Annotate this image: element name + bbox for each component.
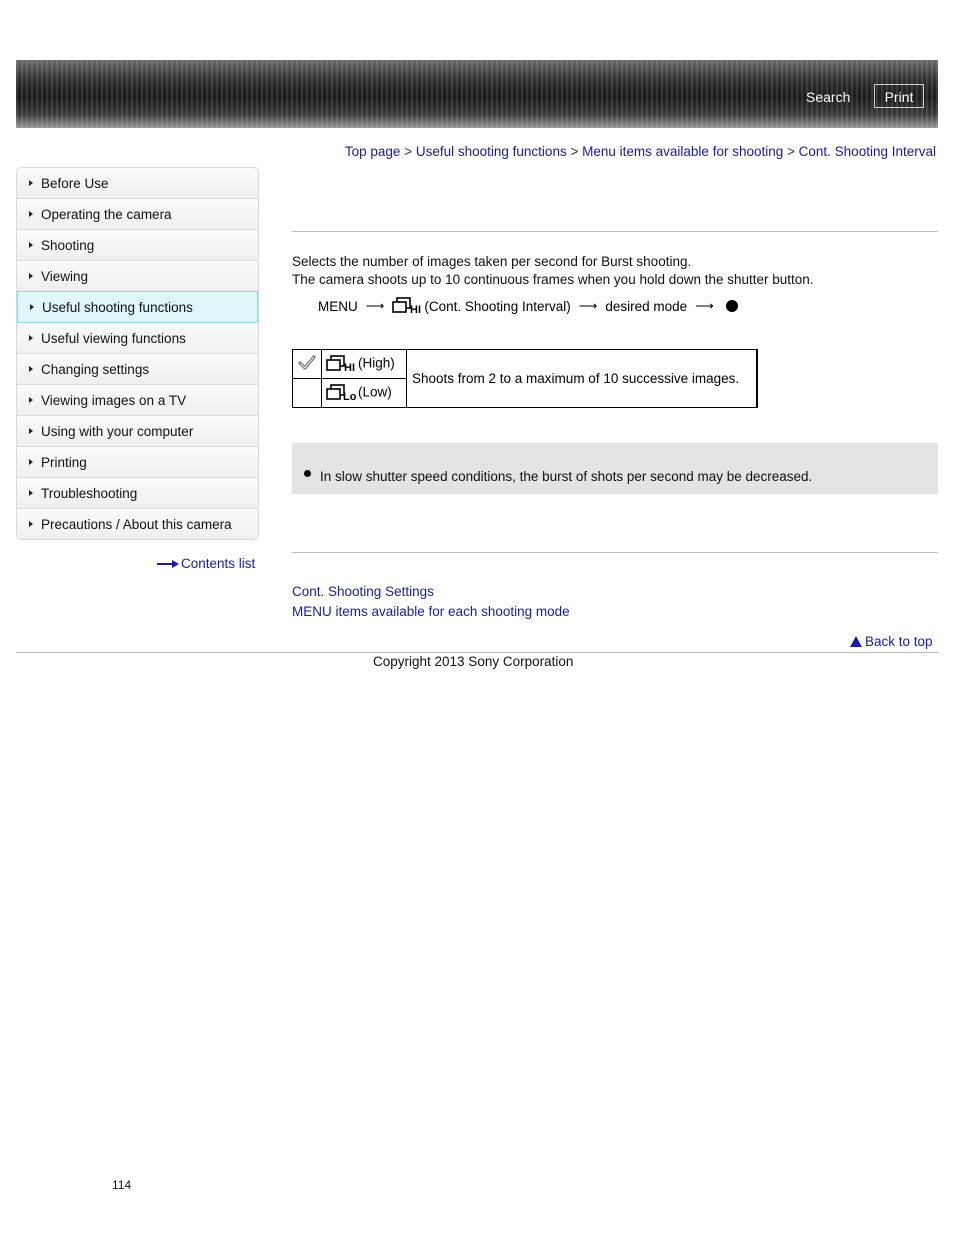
breadcrumb	[345, 144, 936, 159]
sidebar-item-label: Changing settings	[41, 361, 150, 377]
breadcrumb-separator: >	[404, 144, 413, 159]
caret-right-icon	[29, 490, 33, 496]
cont-shooting-interval-icon	[392, 297, 424, 315]
related-link-menu-items[interactable]: MENU items available for each shooting mode	[292, 604, 570, 619]
sidebar-item-label: Using with your computer	[41, 423, 194, 439]
footer-divider	[16, 652, 938, 653]
breadcrumb-current-page[interactable]: Cont. Shooting Interval	[798, 144, 936, 159]
menu-path	[318, 297, 738, 315]
arrow-right-icon: ⟶	[578, 298, 598, 313]
mode-label: (High)	[358, 355, 395, 371]
sidebar-item-label: Troubleshooting	[41, 485, 138, 501]
copyright: Copyright 2013 Sony Corporation	[373, 654, 574, 669]
caret-right-icon	[29, 428, 33, 434]
sidebar-item-label: Operating the camera	[41, 206, 172, 222]
sidebar-item-before-use[interactable]	[17, 168, 258, 199]
triangle-up-icon	[850, 636, 862, 647]
caret-right-icon	[29, 521, 33, 527]
sidebar-item-printing[interactable]	[17, 447, 258, 478]
related-divider	[292, 552, 938, 553]
caret-right-icon	[29, 211, 33, 217]
arrow-right-icon	[157, 560, 179, 568]
caret-right-icon	[29, 397, 33, 403]
caret-right-icon	[29, 273, 33, 279]
contents-list-link[interactable]	[157, 556, 255, 571]
breadcrumb-menu-items[interactable]: Menu items available for shooting	[582, 144, 784, 159]
sidebar-item-label: Before Use	[41, 175, 109, 191]
breadcrumb-separator: >	[570, 144, 579, 159]
sidebar-nav	[16, 167, 259, 540]
note-text: In slow shutter speed conditions, the burst of shots per second may be decreased.	[320, 469, 813, 484]
center-button-icon	[726, 300, 738, 312]
back-to-top-link[interactable]	[850, 634, 933, 649]
sidebar-item-useful-shooting[interactable]	[17, 291, 258, 323]
svg-text:Lo: Lo	[343, 391, 357, 402]
caret-right-icon	[29, 335, 33, 341]
breadcrumb-top-page[interactable]: Top page	[344, 144, 401, 159]
back-to-top-label: Back to top	[865, 634, 933, 649]
default-cell	[293, 379, 322, 408]
intro-line-2: The camera shoots up to 10 continuous frames when you hold down the shutter button.	[292, 272, 814, 287]
print-button[interactable]: Print	[874, 84, 924, 108]
bullet-icon	[304, 470, 311, 477]
mode-description: Shoots from 2 to a maximum of 10 successive images.	[407, 350, 758, 408]
sidebar-item-label: Viewing	[41, 268, 89, 284]
sidebar-item-label: Precautions / About this camera	[41, 516, 232, 532]
sidebar-item-label: Useful shooting functions	[42, 299, 193, 315]
default-cell	[293, 350, 322, 379]
menu-mode-label: desired mode	[605, 298, 688, 314]
burst-low-icon	[326, 384, 358, 402]
table-row	[293, 350, 758, 379]
sidebar-item-computer[interactable]	[17, 416, 258, 447]
sidebar-item-precautions[interactable]	[17, 509, 258, 539]
arrow-right-icon: ⟶	[365, 298, 385, 313]
caret-right-icon	[29, 366, 33, 372]
search-link[interactable]: Search	[806, 89, 851, 105]
sidebar-item-troubleshooting[interactable]	[17, 478, 258, 509]
breadcrumb-separator: >	[787, 144, 795, 159]
sidebar-item-label: Shooting	[41, 237, 95, 253]
burst-high-icon	[326, 355, 358, 373]
contents-list-label: Contents list	[181, 556, 256, 571]
menu-label: MENU	[318, 298, 358, 314]
svg-text:HI: HI	[344, 362, 355, 373]
related-link-cont-shooting-settings[interactable]: Cont. Shooting Settings	[292, 584, 434, 599]
note-box	[292, 443, 938, 494]
page-number: 114	[112, 1178, 132, 1192]
caret-right-icon	[29, 242, 33, 248]
sidebar-item-viewing[interactable]	[17, 261, 258, 292]
title-divider	[292, 231, 938, 232]
checkmark-icon	[297, 354, 317, 372]
mode-table	[292, 349, 758, 408]
svg-text:HI: HI	[410, 304, 422, 315]
sidebar-item-useful-viewing[interactable]	[17, 323, 258, 354]
mode-cell-low	[322, 379, 407, 408]
sidebar-item-label: Useful viewing functions	[41, 330, 186, 346]
mode-cell-high	[322, 350, 407, 379]
caret-right-icon	[29, 459, 33, 465]
mode-label: (Low)	[358, 384, 392, 400]
sidebar-item-tv[interactable]	[17, 385, 258, 416]
intro-line-1: Selects the number of images taken per second for Burst shooting.	[292, 254, 692, 269]
header-bar	[16, 60, 938, 128]
caret-right-icon	[29, 180, 33, 186]
menu-item-label: (Cont. Shooting Interval)	[424, 298, 571, 314]
sidebar-item-shooting[interactable]	[17, 230, 258, 261]
sidebar-item-label: Printing	[41, 454, 87, 470]
breadcrumb-useful-shooting-functions[interactable]: Useful shooting functions	[415, 144, 567, 159]
sidebar-item-label: Viewing images on a TV	[41, 392, 187, 408]
arrow-right-icon: ⟶	[695, 298, 714, 313]
caret-right-icon	[30, 304, 34, 310]
sidebar-item-operating[interactable]	[17, 199, 258, 230]
sidebar-item-changing-settings[interactable]	[17, 354, 258, 385]
